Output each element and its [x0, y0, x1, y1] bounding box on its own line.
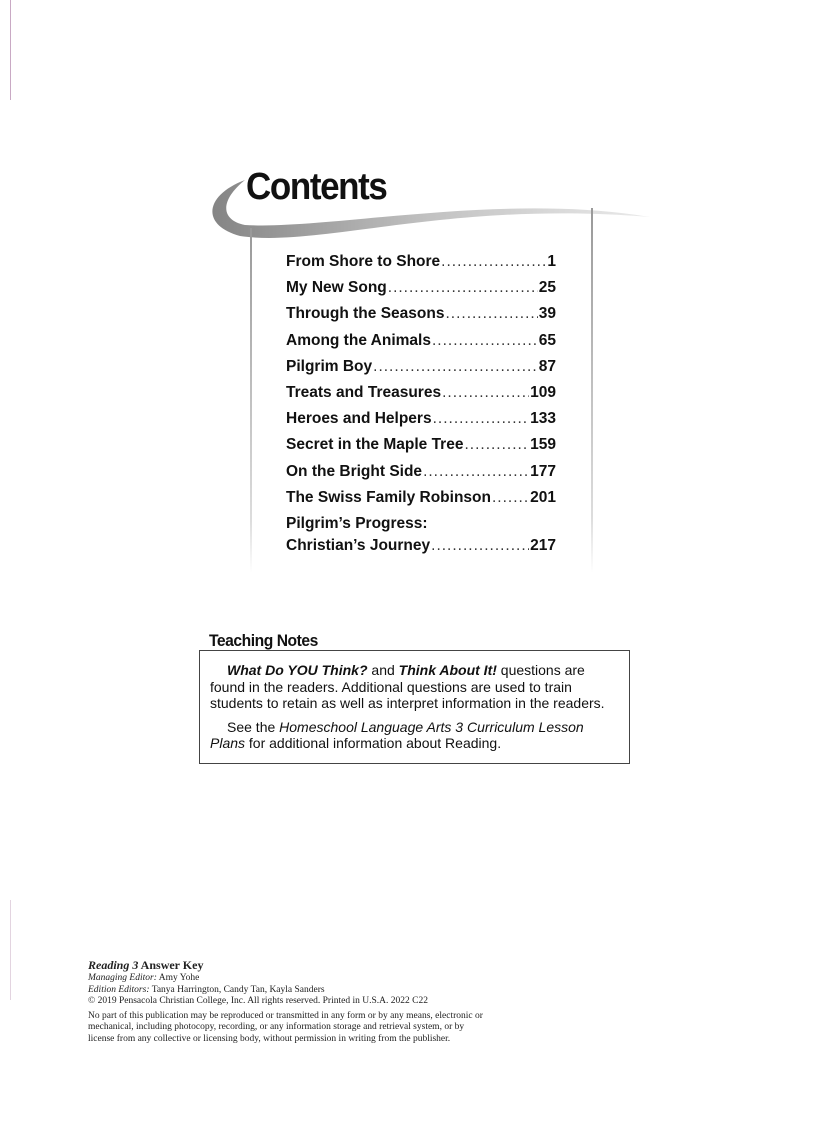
toc-entry: My New Song ..... 25 [286, 279, 556, 305]
toc-entry: Treats and Treasures ..... 109 [286, 384, 556, 410]
teaching-notes-title: Teaching Notes [209, 631, 318, 650]
toc-entry-line1: Pilgrim’s Progress: [286, 514, 428, 532]
toc-entry: The Swiss Family Robinson ..... 201 [286, 489, 556, 515]
toc-entry: Among the Animals ..... 65 [286, 332, 556, 358]
toc-frame-left [250, 228, 252, 573]
teaching-notes-paragraph-2: See the Homeschool Language Arts 3 Curriculum Lesson Plans for additional information about Reading. [210, 718, 584, 751]
contents-title: Contents [246, 166, 387, 208]
credits-block [88, 960, 488, 1045]
page-edge-line [10, 0, 11, 100]
toc-entry: On the Bright Side ..... 177 [286, 463, 556, 489]
toc-frame-right [591, 208, 593, 573]
table-of-contents [286, 253, 556, 563]
toc-entry: From Shore to Shore ..... 1 [286, 253, 556, 279]
toc-entry: Secret in the Maple Tree ..... 159 [286, 436, 556, 462]
toc-entry-line2: Christian’s Journey ..... 217 [286, 537, 556, 563]
copyright: © 2019 Pensacola Christian College, Inc. All rights reserved. Printed in U.S.A. 2022 C22 [88, 995, 428, 1006]
managing-editor: Managing Editor: Amy Yohe [88, 973, 200, 984]
toc-entry: Heroes and Helpers ..... 133 [286, 410, 556, 436]
teaching-notes-box [199, 650, 630, 764]
toc-entry: Pilgrim Boy ..... 87 [286, 358, 556, 384]
book-title: Reading 3 Answer Key [88, 958, 204, 972]
toc-entry: Through the Seasons ..... 39 [286, 305, 556, 331]
legal-notice: No part of this publication may be reproduced or transmitted in any form or by any means, electronic or mechanical, including photocopy, recording, or any information storage and retrieval system, or by license from any collective or licensing body, without permission in writing from the publisher. [88, 1011, 483, 1044]
teaching-notes-paragraph-1: What Do YOU Think? and Think About It! questions are found in the readers. Additional questions are used to train students to retain as well as interpret information in the readers. [210, 662, 605, 711]
page-edge-line-lower [10, 900, 11, 1000]
edition-editors: Edition Editors: Tanya Harrington, Candy Tan, Kayla Sanders [88, 984, 325, 995]
